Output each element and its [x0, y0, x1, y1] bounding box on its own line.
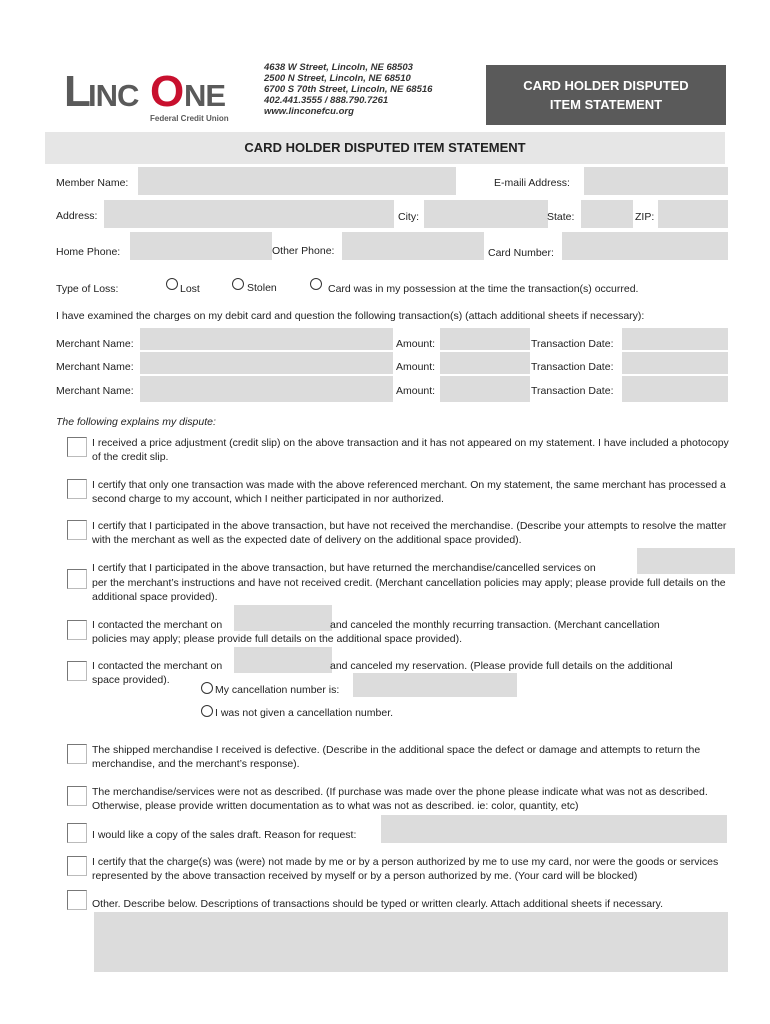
recurring-cancel-text-mid: and canceled the monthly recurring transaction. (Merchant cancellation	[330, 619, 660, 631]
defective-merchandise-text: The shipped merchandise I received is defective. (Describe in the additional space the defect or damage and attempts to return the merchandise, and the merchant’s response).	[92, 744, 701, 770]
header-title-box	[486, 65, 726, 125]
recurring-cancel-text: I contacted the merchant on	[92, 619, 223, 631]
cancellation-number-radio[interactable]	[201, 682, 213, 694]
returned-merchandise-text: I certify that I participated in the above transaction, but have returned the merchandise/cancelled services on	[92, 562, 596, 574]
logo-subtitle: Federal Credit Union	[150, 114, 229, 123]
state-label: State:	[547, 211, 575, 223]
cancellation-number-label: My cancellation number is:	[215, 684, 340, 696]
sales-draft-reason-field[interactable]	[381, 815, 727, 843]
svg-text:O: O	[150, 67, 183, 116]
zip-label: ZIP:	[635, 211, 655, 223]
header-title-line: ITEM STATEMENT	[549, 97, 663, 112]
email-label: E-maili Address:	[494, 177, 570, 189]
home-phone-field[interactable]	[130, 232, 272, 260]
no-cancellation-number-radio[interactable]	[201, 705, 213, 717]
recurring-cancel-date-field[interactable]	[234, 605, 332, 631]
svg-text:L: L	[64, 67, 89, 116]
member-name-field[interactable]	[138, 167, 456, 195]
other-phone-field[interactable]	[342, 232, 484, 260]
address-line: 6700 S 70th Street, Lincoln, NE 68516	[264, 84, 433, 95]
recurring-cancel-text-cont: policies may apply; please provide full details on the additional space provided).	[92, 633, 463, 645]
svg-text:INC: INC	[88, 78, 139, 113]
reservation-cancel-text-cont: space provided).	[92, 674, 170, 686]
returned-date-field[interactable]	[637, 548, 735, 574]
address-label: Address:	[56, 210, 98, 222]
stolen-label: Stolen	[247, 282, 277, 294]
address-field[interactable]	[104, 200, 394, 228]
sales-draft-text: I would like a copy of the sales draft. Reason for request:	[92, 829, 357, 841]
lost-radio[interactable]	[166, 278, 178, 290]
website-link[interactable]: www.linconefcu.org	[264, 106, 354, 117]
sales-draft-checkbox[interactable]	[67, 823, 87, 843]
address-line: 4638 W Street, Lincoln, NE 68503	[264, 62, 413, 73]
cancellation-number-field[interactable]	[353, 673, 517, 697]
reservation-cancel-text-mid: and canceled my reservation. (Please provide full details on the additional	[330, 660, 673, 672]
explains-heading: The following explains my dispute:	[56, 416, 216, 428]
duplicate-charge-checkbox[interactable]	[67, 479, 87, 499]
defective-merchandise-checkbox[interactable]	[67, 744, 87, 764]
amount-label: Amount:	[396, 338, 436, 350]
zip-field[interactable]	[658, 200, 728, 228]
other-text: Other. Describe below. Descriptions of transactions should be typed or written clearly. Attach additional sheets if necessary.	[92, 898, 663, 910]
returned-merchandise-text-cont: per the merchant’s instructions and have not received credit. (Merchant cancellation policies may apply; please provide full details on the additional space provided).	[92, 577, 726, 603]
address-block	[264, 62, 432, 117]
merchant-name-label: Merchant Name:	[56, 338, 134, 350]
type-of-loss-label: Type of Loss:	[56, 283, 119, 295]
state-field[interactable]	[581, 200, 633, 228]
no-cancellation-number-label: I was not given a cancellation number.	[215, 707, 394, 719]
other-checkbox[interactable]	[67, 890, 87, 910]
transaction-date-label: Transaction Date:	[531, 385, 614, 397]
card-number-label: Card Number:	[488, 247, 554, 259]
transaction-date-label: Transaction Date:	[531, 338, 614, 350]
lost-label: Lost	[180, 283, 200, 295]
form-title: CARD HOLDER DISPUTED ITEM STATEMENT	[244, 140, 526, 155]
examined-text: I have examined the charges on my debit card and question the following transaction(s) (attach additional sheets if necessary):	[56, 310, 645, 322]
returned-merchandise-checkbox[interactable]	[67, 569, 87, 589]
merchant-name-field[interactable]	[140, 352, 393, 374]
merchant-name-label: Merchant Name:	[56, 361, 134, 373]
amount-field[interactable]	[440, 328, 530, 350]
transaction-date-field[interactable]	[622, 328, 728, 350]
amount-field[interactable]	[440, 352, 530, 374]
reservation-cancel-checkbox[interactable]	[67, 661, 87, 681]
recurring-cancel-checkbox[interactable]	[67, 620, 87, 640]
header-title-line: CARD HOLDER DISPUTED	[523, 78, 689, 93]
amount-label: Amount:	[396, 361, 436, 373]
amount-label: Amount:	[396, 385, 436, 397]
transaction-date-field[interactable]	[622, 376, 728, 402]
not-as-described-text: The merchandise/services were not as described. (If purchase was made over the phone please indicate what was not as described. Otherwise, please provide written documentation as to what was not as described. ie: color, quantity, etc)	[92, 786, 708, 812]
address-line: 2500 N Street, Lincoln, NE 68510	[264, 73, 411, 84]
unauthorized-charge-text: I certify that the charge(s) was (were) not made by me or by a person authorized by me to use my card, nor were the goods or services represented by the above transaction received by myself or by a person authorized by me. (Your card will be blocked)	[92, 856, 719, 882]
other-description-field[interactable]	[94, 912, 728, 972]
price-adjustment-text: I received a price adjustment (credit slip) on the above transaction and it has not appeared on my statement. I have included a photocopy of the credit slip.	[92, 437, 729, 463]
not-received-checkbox[interactable]	[67, 520, 87, 540]
city-field[interactable]	[424, 200, 548, 228]
member-name-label: Member Name:	[56, 177, 129, 189]
card-in-possession-label: Card was in my possession at the time the transaction(s) occurred.	[328, 283, 639, 295]
transaction-date-label: Transaction Date:	[531, 361, 614, 373]
merchant-name-field[interactable]	[140, 376, 393, 402]
duplicate-charge-text: I certify that only one transaction was made with the above referenced merchant. On my statement, the same merchant has processed a second charge to my account, which I neither participated in nor authorized.	[92, 479, 726, 505]
amount-field[interactable]	[440, 376, 530, 402]
reservation-cancel-date-field[interactable]	[234, 647, 332, 673]
reservation-cancel-text: I contacted the merchant on	[92, 660, 223, 672]
stolen-radio[interactable]	[232, 278, 244, 290]
home-phone-label: Home Phone:	[56, 246, 121, 258]
price-adjustment-checkbox[interactable]	[67, 437, 87, 457]
svg-text:NE: NE	[184, 78, 226, 113]
card-in-possession-radio[interactable]	[310, 278, 322, 290]
other-phone-label: Other Phone:	[272, 245, 335, 257]
merchant-name-label: Merchant Name:	[56, 385, 134, 397]
unauthorized-charge-checkbox[interactable]	[67, 856, 87, 876]
not-as-described-checkbox[interactable]	[67, 786, 87, 806]
transaction-date-field[interactable]	[622, 352, 728, 374]
card-number-field[interactable]	[562, 232, 728, 260]
email-field[interactable]	[584, 167, 728, 195]
phone-line: 402.441.3555 / 888.790.7261	[264, 95, 389, 106]
merchant-name-field[interactable]	[140, 328, 393, 350]
city-label: City:	[398, 211, 419, 223]
not-received-text: I certify that I participated in the above transaction, but have not received the merchandise. (Describe your attempts to resolve the matter with the merchant as well as the expected date of delivery on the additional space provided).	[92, 520, 727, 546]
